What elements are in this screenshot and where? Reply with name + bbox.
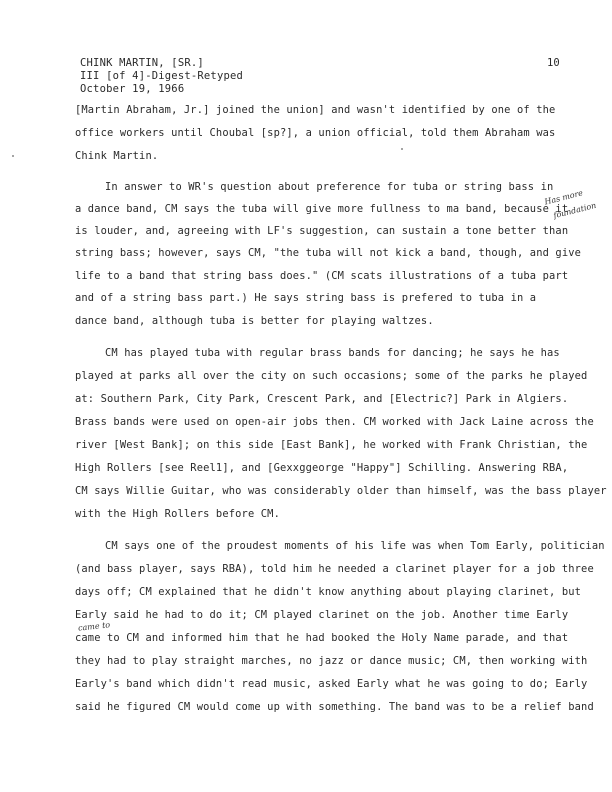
scan-speck bbox=[401, 148, 403, 150]
body-line: CM has played tuba with regular brass bands for dancing; he says he has bbox=[105, 347, 560, 359]
margin-note-line2: foundation bbox=[552, 200, 598, 221]
body-line: played at parks all over the city on such occasions; some of the parks he played bbox=[75, 370, 588, 382]
body-line: river [West Bank]; on this side [East Bank], he worked with Frank Christian, the bbox=[75, 439, 588, 451]
margin-note-line1: Has more bbox=[543, 188, 584, 207]
body-line: Chink Martin. bbox=[75, 150, 159, 162]
page-number: 10 bbox=[547, 57, 560, 69]
body-line: string bass; however, says CM, "the tuba will not kick a band, though, and give bbox=[75, 247, 582, 259]
body-line: days off; CM explained that he didn't know anything about playing clarinet, but bbox=[75, 586, 582, 598]
header-date: October 19, 1966 bbox=[80, 83, 185, 95]
body-line: High Rollers [see Reel1], and [Gexxggeorge "Happy"] Schilling. Answering RBA, bbox=[75, 462, 569, 474]
body-line: said he figured CM would come up with something. The band was to be a relief band bbox=[75, 701, 594, 713]
header-reel: III [of 4]-Digest-Retyped bbox=[80, 70, 244, 82]
body-line: Brass bands were used on open-air jobs then. CM worked with Jack Laine across the bbox=[75, 416, 594, 428]
body-line: CM says Willie Guitar, who was considerably older than himself, was the bass player bbox=[75, 485, 607, 497]
body-line: is louder, and, agreeing with LF's suggestion, can sustain a tone better than bbox=[75, 225, 569, 237]
body-line: dance band, although tuba is better for playing waltzes. bbox=[75, 315, 434, 327]
body-line: life to a band that string bass does." (CM scats illustrations of a tuba part bbox=[75, 270, 569, 282]
body-line: [Martin Abraham, Jr.] joined the union] and wasn't identified by one of the bbox=[75, 104, 556, 116]
body-line: CM says one of the proudest moments of his life was when Tom Early, politician bbox=[105, 540, 605, 552]
body-line: (and bass player, says RBA), told him he needed a clarinet player for a job three bbox=[75, 563, 594, 575]
body-line: they had to play straight marches, no jazz or dance music; CM, then working with bbox=[75, 655, 588, 667]
body-line: In answer to WR's question about preference for tuba or string bass in bbox=[105, 181, 554, 193]
body-line: and of a string bass part.) He says string bass is prefered to tuba in a bbox=[75, 292, 537, 304]
body-line: at: Southern Park, City Park, Crescent Park, and [Electric?] Park in Algiers. bbox=[75, 393, 569, 405]
body-line: office workers until Choubal [sp?], a union official, told them Abraham was bbox=[75, 127, 556, 139]
body-line: a dance band, CM says the tuba will give more fullness to ma band, because it bbox=[75, 203, 569, 215]
insert-note: came to bbox=[77, 620, 111, 633]
header-name: CHINK MARTIN, [SR.] bbox=[80, 57, 204, 69]
scan-speck bbox=[12, 155, 14, 157]
body-line: Early's band which didn't read music, asked Early what he was going to do; Early bbox=[75, 678, 588, 690]
body-line: with the High Rollers before CM. bbox=[75, 508, 280, 520]
body-line: came to CM and informed him that he had booked the Holy Name parade, and that bbox=[75, 632, 569, 644]
body-line: Early said he had to do it; CM played clarinet on the job. Another time Early bbox=[75, 609, 569, 621]
